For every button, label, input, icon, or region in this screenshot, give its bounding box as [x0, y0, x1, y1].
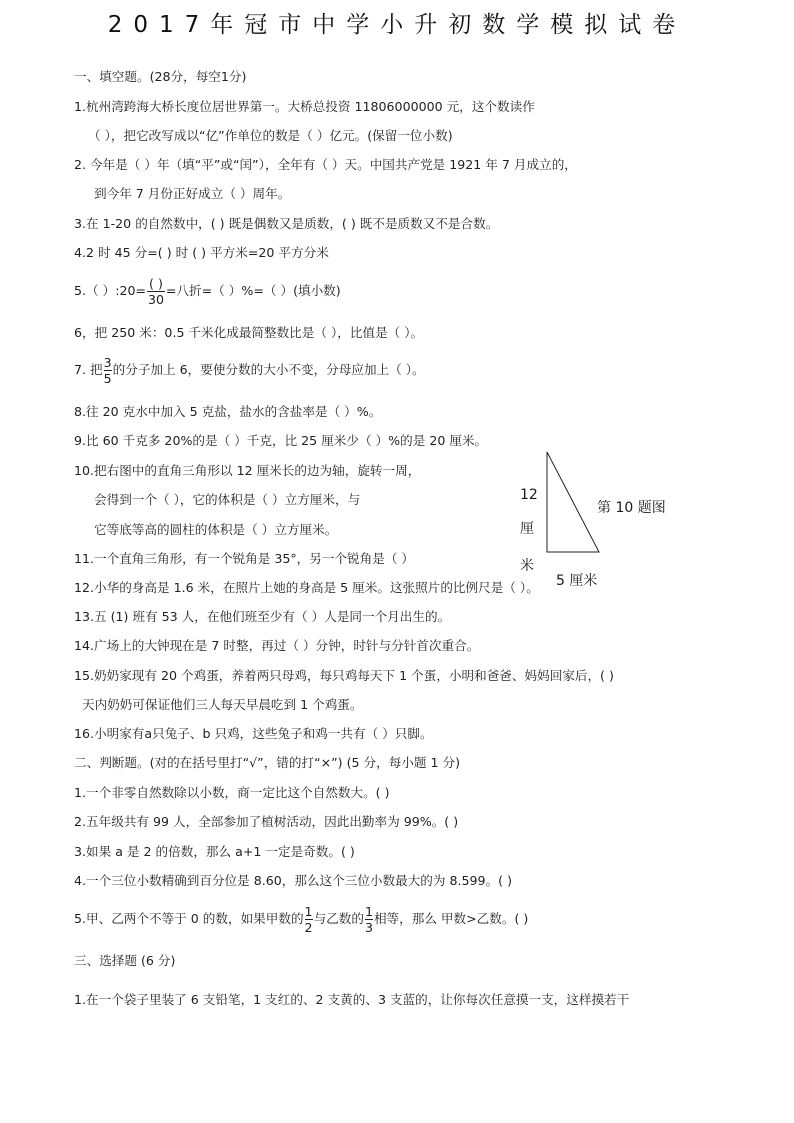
question-13: 13.五 (1) 班有 53 人，在他们班至少有（ ）人是同一个月出生的。 — [74, 609, 451, 624]
figure-base-label: 5 厘米 — [556, 573, 598, 589]
judge-question-3: 3.如果 a 是 2 的倍数，那么 a+1 一定是奇数。( ) — [74, 844, 355, 859]
question-4: 4.2 时 45 分=( ) 时 ( ) 平方米=20 平方分米 — [74, 245, 329, 260]
choice-question-1: 1.在一个袋子里装了 6 支铅笔，1 支红的、2 支黄的、3 支蓝的，让你每次任意摸一支，这样摸若干 — [74, 992, 630, 1007]
fraction-denominator: 5 — [103, 371, 112, 386]
question-10-line1: 10.把右图中的直角三角形以 12 厘米长的边为轴，旋转一周， — [74, 463, 421, 478]
right-triangle-figure — [540, 450, 604, 556]
figure-side-label-char1: 厘 — [520, 521, 534, 537]
judge-question-4: 4.一个三位小数精确到百分位是 8.60，那么这个三位小数最大的为 8.599。( ) — [74, 873, 512, 888]
question-16: 16.小明家有a只兔子、b 只鸡，这些兔子和鸡一共有（ ）只脚。 — [74, 726, 433, 741]
question-7-suffix: 的分子加上 6，要使分数的大小不变，分母应加上（ ）。 — [112, 362, 425, 377]
question-2-line1: 2. 今年是（ ）年（填“平”或“闰”），全年有（ ）天。中国共产党是 1921 年 7 月成立的， — [74, 157, 577, 172]
judge-question-5-fraction-2 — [365, 904, 373, 935]
question-7-prefix: 7. 把 — [74, 362, 103, 377]
judge-question-5-fraction-1 — [305, 904, 313, 935]
fraction-numerator: 1 — [304, 904, 313, 919]
question-3: 3.在 1-20 的自然数中，( ) 既是偶数又是质数，( ) 既不是质数又不是合数。 — [74, 216, 499, 231]
question-5-suffix: =八折=（ ）%=（ ）(填小数) — [165, 283, 341, 298]
fraction-denominator: 30 — [147, 292, 164, 307]
question-1-line2: （ ），把它改写成以“亿”作单位的数是（ ）亿元。(保留一位小数) — [88, 128, 453, 143]
judge-question-1: 1.一个非零自然数除以小数，商一定比这个自然数大。( ) — [74, 785, 390, 800]
question-5-prefix: 5.（ ）:20= — [74, 283, 147, 298]
figure-side-label-char2: 米 — [520, 558, 534, 574]
judge-question-5-middle: 与乙数的 — [313, 911, 364, 926]
judge-question-2: 2.五年级共有 99 人，全部参加了植树活动，因此出勤率为 99%。( ) — [74, 814, 459, 829]
question-2-line2: 到今年 7 月份正好成立（ ）周年。 — [94, 186, 291, 201]
question-7-fraction — [104, 355, 112, 386]
section2-heading: 二、判断题。(对的在括号里打“√”，错的打“×”) (5 分，每小题 1 分) — [74, 755, 461, 770]
section1-heading: 一、填空题。(28分，每空1分) — [74, 69, 247, 84]
fraction-denominator: 3 — [364, 920, 373, 935]
judge-question-5-suffix: 相等，那么 甲数>乙数。( ) — [373, 911, 529, 926]
judge-question-5-prefix: 5.甲、乙两个不等于 0 的数，如果甲数的 — [74, 911, 304, 926]
page-title: 2017年冠市中学小升初数学模拟试卷 — [107, 12, 687, 38]
question-8: 8.往 20 克水中加入 5 克盐，盐水的含盐率是（ ）%。 — [74, 404, 382, 419]
question-5-fraction — [147, 276, 165, 307]
fraction-numerator: ( ) — [149, 276, 163, 291]
question-10-line2: 会得到一个（ ），它的体积是（ ）立方厘米，与 — [94, 492, 361, 507]
question-7 — [74, 355, 425, 386]
question-14: 14.广场上的大钟现在是 7 时整，再过（ ）分钟，时针与分针首次重合。 — [74, 638, 480, 653]
question-12: 12.小华的身高是 1.6 米，在照片上她的身高是 5 厘米。这张照片的比例尺是（ ）。 — [74, 580, 539, 595]
fraction-denominator: 2 — [304, 920, 313, 935]
question-6: 6，把 250 米：0.5 千米化成最简整数比是（ ），比值是（ ）。 — [74, 325, 424, 340]
figure-side-label-number: 12 — [520, 487, 538, 503]
question-1-line1: 1.杭州湾跨海大桥长度位居世界第一。大桥总投资 11806000000 元，这个数读作 — [74, 99, 535, 114]
question-5 — [74, 276, 341, 307]
question-15-line1: 15.奶奶家现有 20 个鸡蛋，养着两只母鸡，每只鸡每天下 1 个蛋，小明和爸爸、妈妈回家后，( ) — [74, 668, 614, 683]
section3-heading: 三、选择题 (6 分) — [74, 953, 176, 968]
question-11: 11.一个直角三角形，有一个锐角是 35°，另一个锐角是（ ） — [74, 551, 415, 566]
question-15-line2: 天内奶奶可保证他们三人每天早晨吃到 1 个鸡蛋。 — [82, 697, 363, 712]
figure-caption: 第 10 题图 — [597, 500, 666, 516]
judge-question-5 — [74, 904, 528, 935]
fraction-numerator: 1 — [364, 904, 373, 919]
question-9: 9.比 60 千克多 20%的是（ ）千克，比 25 厘米少（ ）%的是 20 厘米。 — [74, 433, 488, 448]
question-10-line3: 它等底等高的圆柱的体积是（ ）立方厘米。 — [94, 522, 338, 537]
fraction-numerator: 3 — [103, 355, 112, 370]
